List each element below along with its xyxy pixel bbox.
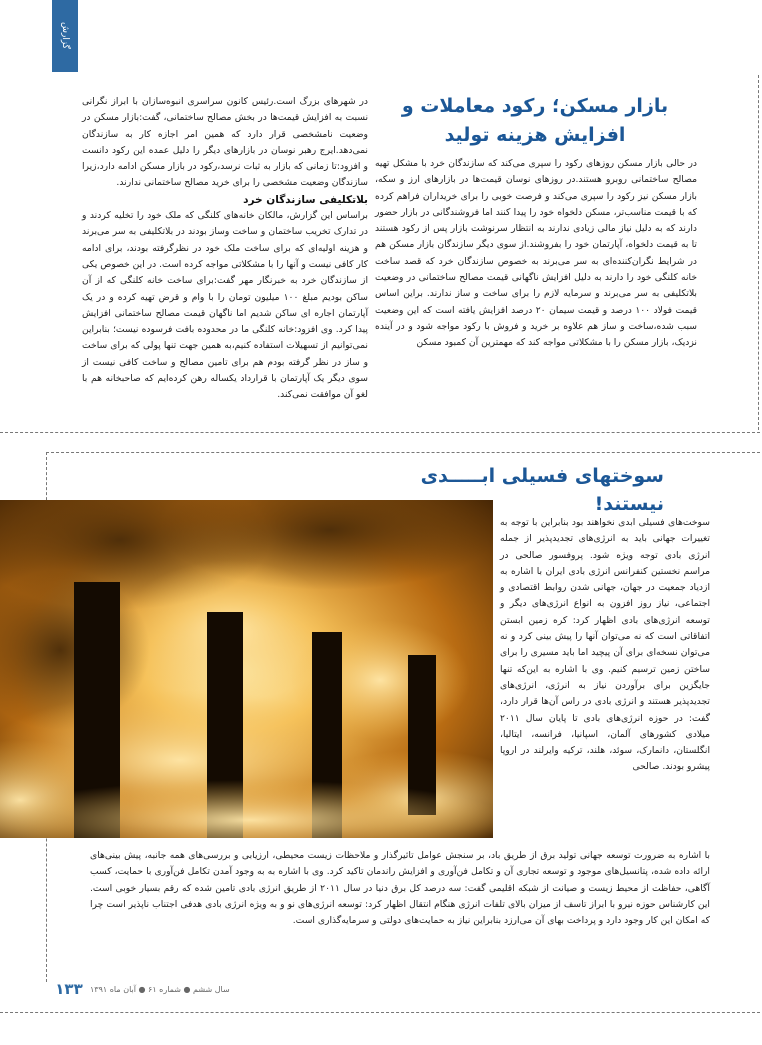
article-2-right-text: سوخت‌های فسیلی ابدی نخواهند بود بنابراین با توجه به تغییرات جهانی باید به انرژی‌های تجدیدپذیر از جمله انرژی بادی توجه ویژه شود. پروفسور صالحی در مراسم نخستین کنفرانس انرژی بادی ایران با اشاره به ازدیاد جمعیت در جهان، جهانی شدن روابط اقتصادی و اجتماعی، نیاز روز افزون به انواع انرژی‌های دیگر و توسعه انرژی‌های بادی اظهار کرد: کره زمین ابستن اتفاقاتی است که نه می‌توان آنها را پیش بینی کرد و نه می‌توان نسخه‌ای برای آن پیچید اما باید مسیری را برای ساختن زمین ترسیم کنیم. وی با اشاره به این‌که تنها جایگزین برای برآوردن نیاز به انرژی، انرژی‌های تجدیدپذیر هستند و انرژی بادی در راس آن‌ها قرار دارد، گفت: در حوزه انرژی‌های بادی تا پایان سال ۲۰۱۱ میلادی کشورهای آلمان، اسپانیا، فرانسه، ایتالیا، انگلستان، دانمارک، سوئد، هلند، ترکیه وایرلند در اروپا پیشرو بودند. صالحی — [500, 517, 710, 773]
article-1-right-text: در حالی بازار مسکن روزهای رکود را سپری می‌کند که سازندگان خرد با مشکل تهیه مصالح ساختمانی روبرو هستند.در روزهای نوسان قیمت‌ها در بازارهای ارز و سکه، بازار مسکن نیز رکود را سپری می‌کند و فرصت خوبی را برای خریداران فراهم کرده که با قیمت مناسب‌تر، مسکن دلخواه خود را پیدا کنند اما فروشندگانی در بازار حضور دارند که به دلیل نیاز مالی زیادی ندارند به انتظار سرنوشت بازار پس از رکود هستند تا به قیمت دلخواه، آپارتمان خود را بفروشند.از سوی دیگر سازندگان بازار مسکن هم در شرایط نگران‌کننده‌ای به سر می‌برند به خصوص سازندگان خرد که قصد ساخت خانه کلنگی خود را دارند به دلیل افزایش ناگهانی قیمت مصالح ساختمانی در وضعیت بلاتکلیفی به سر می‌برند و سرمایه لازم را برای ساخت و ساز ندارند. براین اساس قیمت فولاد ۱۰۰ درصد و قیمت سیمان ۲۰ درصد افزایش یافته است که این وضعیت سبب شده،ساخت و ساز هم علاوه بر خرید و فروش با رکود مواجه شود و در آینده نزدیک، بازار مسکن را با مشکلاتی مواجه کند که مهمترین آن کمبود مسکن — [375, 158, 697, 349]
article-1-left-intro: در شهرهای بزرگ است.رئیس کانون سراسری انبوه‌سازان با ابراز نگرانی نسبت به افزایش قیمت‌ها در بخش مصالح ساختمانی، گفت:بازار مسکن در وضعیت نامشخصی قرار دارد که همین امر اجازه کار به سازندگان نمی‌دهد.ایرج رهبر نوسان در بازارهای دیگر را دلیل عمده این رکود دانست و افزود:تا زمانی که بازار به ثبات نرسد،رکود در بازار مسکن ادامه دارد،زیرا سازندگان وضعیت مشخصی را برای خرید مصالح ساختمانی ندارند. — [82, 96, 368, 189]
article-2-frame-top — [46, 452, 760, 453]
article-2-bottom-text: با اشاره به ضرورت توسعه جهانی تولید برق از طریق باد، بر سنجش عوامل تاثیرگذار و ملاحظات زیست محیطی، ارزیابی و بررسی‌های همه جانبه، پیش بینی‌های ارائه داده شده، پتانسیل‌های موجود و توسعه تجاری آن و تکامل فن‌آوری و افزایش راندمان تاکید کرد. وی با اشاره به به وجود آمدن تکامل فن‌آوری با حمایت، کسب آگاهی، حفاظت از محیط زیست و صیانت از شبکه اقلیمی گفت: سه درصد کل برق دنیا در سال ۲۰۱۱ از طریق انرژی بادی تامین شده که رقم بسیار خوبی است. این کارشناس حوزه نیرو با ابراز تاسف از میزان بالای تلفات انرژی هنگام انتقال اظهار کرد: توسعه انرژی‌های نو و به ویژه انرژی بادی هدفی اجتناب ناپذیر است چرا که امکان این کار وجود دارد و پرداخت بهای آن می‌ارزد بنابراین نیاز به حمایت‌های دولتی و سرمایه‌گذاری است. — [90, 850, 710, 927]
article-1-left-column — [82, 94, 368, 404]
article-1-frame-right — [758, 75, 759, 430]
article-2-title: سوختهای فسیلی ابـــــدی نیستند! — [420, 465, 664, 515]
article-2-bottom-column — [90, 848, 710, 929]
article-1-right-column — [375, 156, 697, 352]
article-1-title: بازار مسکن؛ رکود معاملات و افزایش هزینه تولید — [401, 95, 669, 146]
footer-divider — [0, 1012, 760, 1013]
page-number: ۱۳۳ — [55, 980, 83, 998]
article-1-left-body: براساس این گزارش، مالکان خانه‌های کلنگی که ملک خود را تخلیه کردند و در تدارک تخریب ساختمان و ساخت وساز بودند در بلاتکلیفی به سر می‌برند و هزینه اولیه‌ای که برای ساخت ملک خود در نظرگرفته بودند، برای ادامه کار کافی نیست و آنها را با مشکلاتی مواجه کرده است. در این خصوص یکی از سازندگان خرد به خبرنگار مهر گفت:برای ساخت خانه کلنگی که از آن ساکن بودیم مبلغ ۱۰۰ میلیون تومان را با وام و قرض تهیه کرده و در یک آپارتمان اجاره ای ساکن شدیم اما ناگهان قیمت مصالح ساختمانی افزایش پیدا کرد. وی افزود:خانه کلنگی ما در محدوده بافت فرسوده نیست؛ بنابراین نمی‌توانیم از تسهیلات استفاده کنیم،به همین جهت تنها پولی که برای ساخت و ساز در نظر گرفته بودم هم برای تامین مصالح و ساخت کافی نیست از سوی دیگر یک آپارتمان با قرارداد یکساله رهن کرده‌ایم که صاحبخانه هم با لغو آن موافقت نمی‌کند. — [82, 210, 368, 401]
section-label: گزارش — [60, 22, 70, 50]
section-tab — [52, 0, 78, 72]
issue-line: سال ششم ● شماره ۶۱ ● آبان ماه ۱۳۹۱ — [90, 985, 230, 994]
smokestack-photo — [0, 500, 493, 838]
article-divider — [0, 432, 760, 433]
article-2-right-column — [500, 515, 710, 776]
article-1-subheading: بلاتکلیفی سازندگان خرد — [243, 193, 368, 206]
